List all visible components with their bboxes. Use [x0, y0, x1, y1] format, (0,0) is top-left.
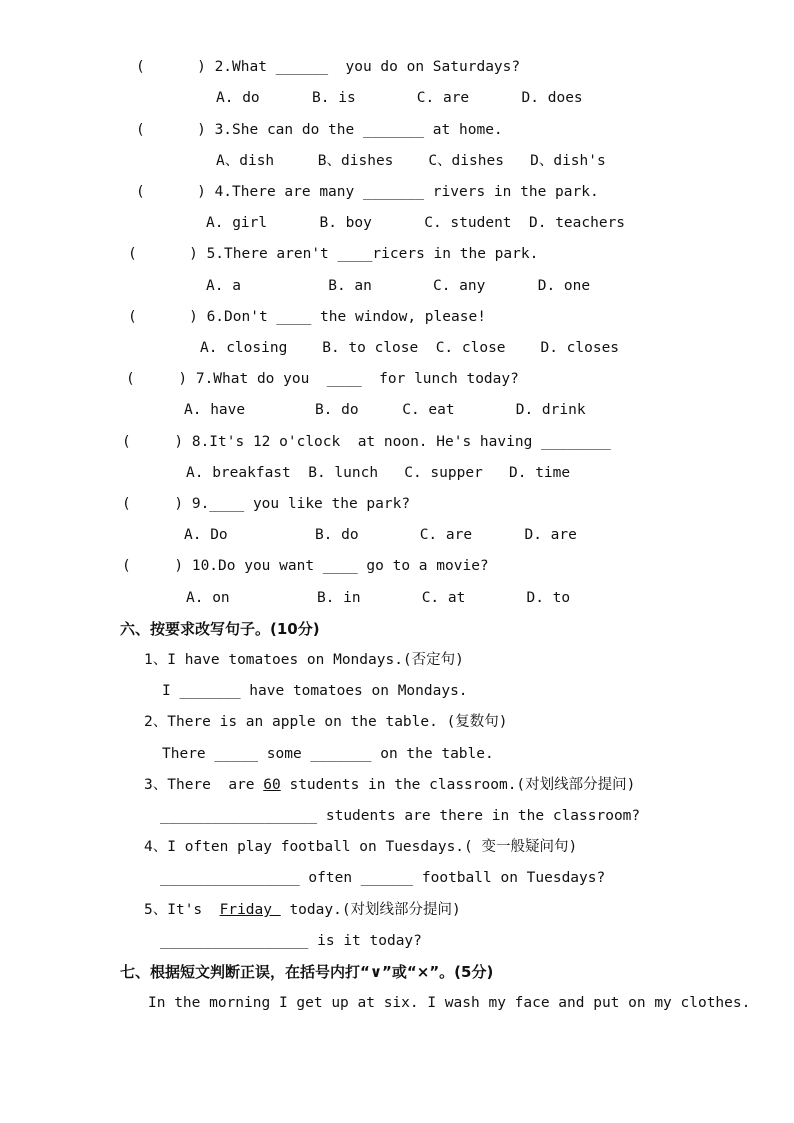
question-stem: ( ) 8.It's 12 o'clock at noon. He's having ________ [122, 434, 611, 450]
question-stem: ( ) 4.There are many _______ rivers in the park. [136, 184, 599, 200]
question-stem: ( ) 3.She can do the _______ at home. [136, 122, 503, 138]
rewrite-prompt [144, 776, 635, 794]
question-options: A. on B. in C. at D. to [186, 590, 571, 606]
question-options: A. have B. do C. eat D. drink [184, 402, 586, 418]
rewrite-answer-line: There _____ some _______ on the table. [162, 746, 494, 762]
question-stem: ( ) 5.There aren't ____ricers in the park. [128, 246, 539, 262]
prompt-text: 5、It's [144, 902, 220, 918]
rewrite-prompt: 1、I have tomatoes on Mondays.(否定句) [144, 652, 464, 668]
question-stem: ( ) 2.What ______ you do on Saturdays? [136, 59, 521, 75]
question-options: A. a B. an C. any D. one [206, 278, 591, 294]
rewrite-answer-line: ________________ often ______ football on Tuesdays? [160, 870, 606, 886]
prompt-text: students in the classroom.(对划线部分提问) [280, 777, 636, 793]
underlined-word: Friday [219, 902, 281, 918]
section-6-title: 六、按要求改写句子。(10分) [120, 620, 320, 638]
question-stem: ( ) 7.What do you ____ for lunch today? [126, 371, 519, 387]
rewrite-prompt [144, 901, 461, 919]
underlined-word: 60 [263, 777, 281, 793]
question-options: A、dish B、dishes C、dishes D、dish's [216, 153, 606, 169]
rewrite-answer-line: __________________ students are there in the classroom? [160, 808, 641, 824]
rewrite-answer-line: _________________ is it today? [160, 933, 422, 949]
prompt-text: 3、There are [144, 777, 264, 793]
question-stem: ( ) 9.____ you like the park? [122, 496, 411, 512]
rewrite-prompt: 4、I often play football on Tuesdays.( 变一般疑问句) [144, 839, 578, 855]
question-options: A. do B. is C. are D. does [216, 90, 583, 106]
rewrite-prompt: 2、There is an apple on the table. (复数句) [144, 714, 508, 730]
question-stem: ( ) 10.Do you want ____ go to a movie? [122, 558, 489, 574]
prompt-text: today.(对划线部分提问) [280, 902, 461, 918]
rewrite-answer-line: I _______ have tomatoes on Mondays. [162, 683, 468, 699]
question-options: A. Do B. do C. are D. are [184, 527, 577, 543]
question-options: A. closing B. to close C. close D. closes [200, 340, 620, 356]
question-options: A. girl B. boy C. student D. teachers [206, 215, 626, 231]
section-7-title: 七、根据短文判断正误，在括号内打“∨”或“×”。(5分) [120, 963, 494, 981]
question-stem: ( ) 6.Don't ____ the window, please! [128, 309, 486, 325]
reading-passage: In the morning I get up at six. I wash my face and put on my clothes. [148, 995, 751, 1011]
question-options: A. breakfast B. lunch C. supper D. time [186, 465, 571, 481]
